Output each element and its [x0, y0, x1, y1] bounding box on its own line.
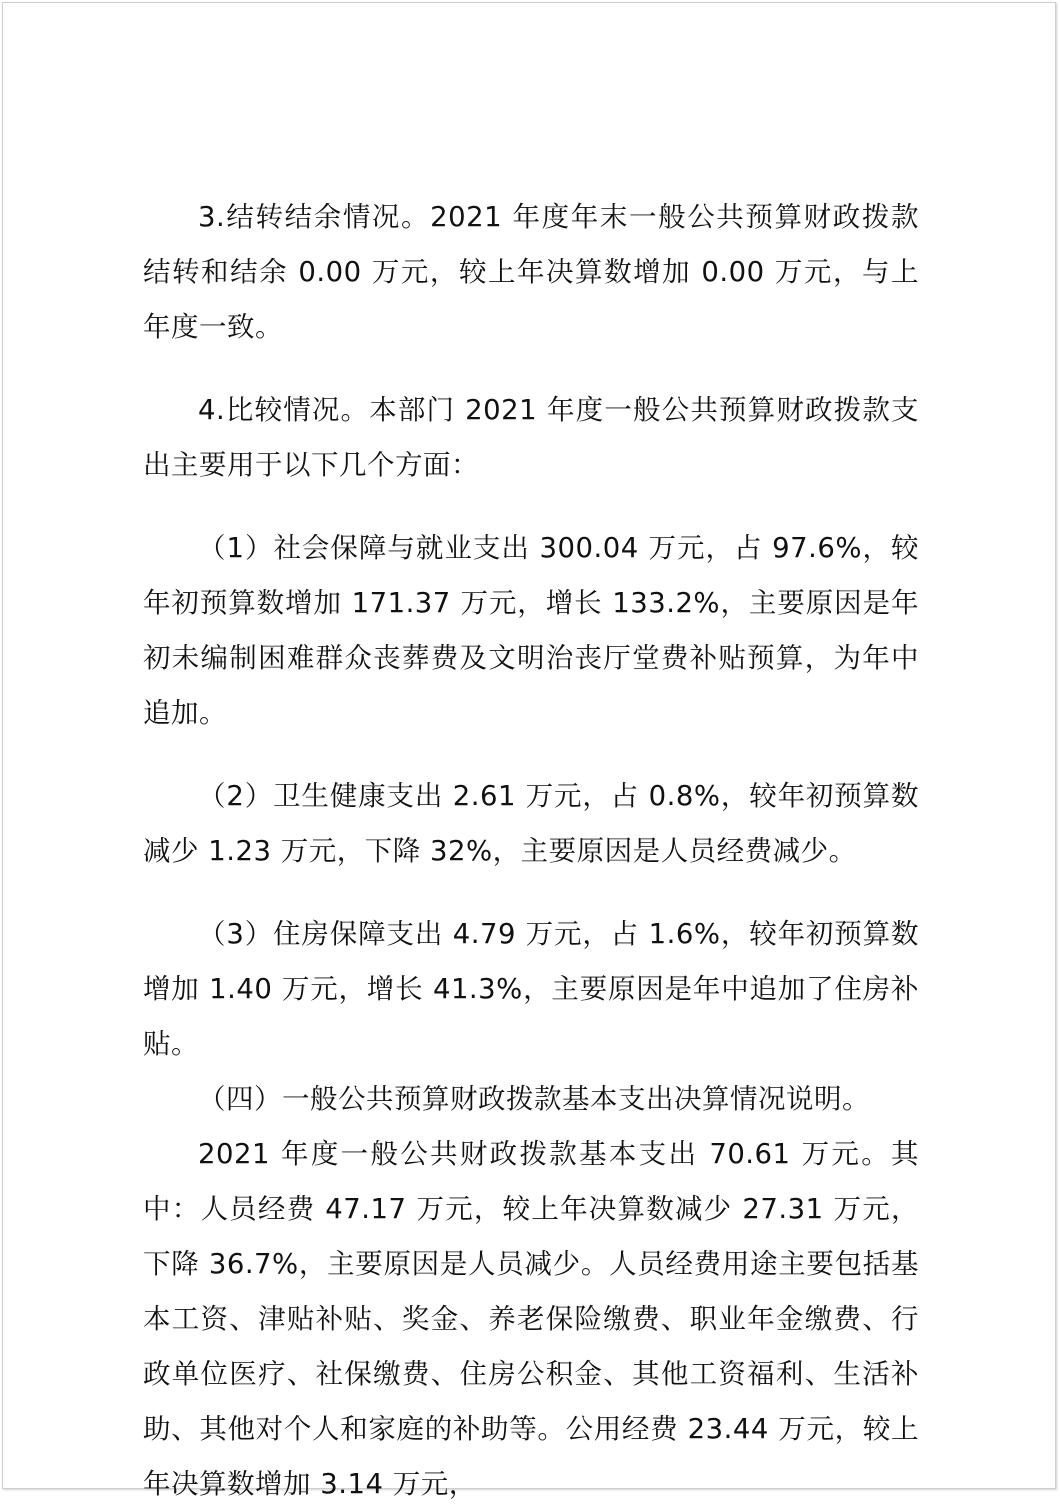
section-heading: （四）一般公共预算财政拨款基本支出决算情况说明。 [198, 1083, 870, 1115]
paragraph-social-security: （1）社会保障与就业支出 300.04 万元，占 97.6%，较年初预算数增加 171.37 万元，增长 133.2%，主要原因是年初未编制困难群众丧葬费及文明治丧厅堂费补贴预算，为年中追加。 [143, 532, 919, 729]
paragraph-comparison-intro: 4.比较情况。本部门 2021 年度一般公共预算财政拨款支出主要用于以下几个方面： [143, 394, 919, 481]
paragraph-basic-expenditure: 2021 年度一般公共财政拨款基本支出 70.61 万元。其中：人员经费 47.17 万元，较上年决算数减少 27.31 万元，下降 36.7%，主要原因是人员减少。人员经费用途主要包括基本工资、津贴补贴、奖金、养老保险缴费、职业年金缴费、行政单位医疗、社保缴费、住房公积金、其他工资福利、生活补助、其他对个人和家庭的补助等。公用经费 23.44 万元，较上年决算数增加 3.14 万元， [143, 1138, 919, 1500]
paragraph-health: （2）卫生健康支出 2.61 万元，占 0.8%，较年初预算数减少 1.23 万元，下降 32%，主要原因是人员经费减少。 [143, 780, 919, 867]
document-body [143, 190, 919, 1512]
paragraph-carryover-balance: 3.结转结余情况。2021 年度年末一般公共预算财政拨款结转和结余 0.00 万元，较上年决算数增加 0.00 万元，与上年度一致。 [143, 201, 919, 343]
paragraph-housing: （3）住房保障支出 4.79 万元，占 1.6%，较年初预算数增加 1.40 万元，增长 41.3%，主要原因是年中追加了住房补贴。 [143, 918, 919, 1060]
